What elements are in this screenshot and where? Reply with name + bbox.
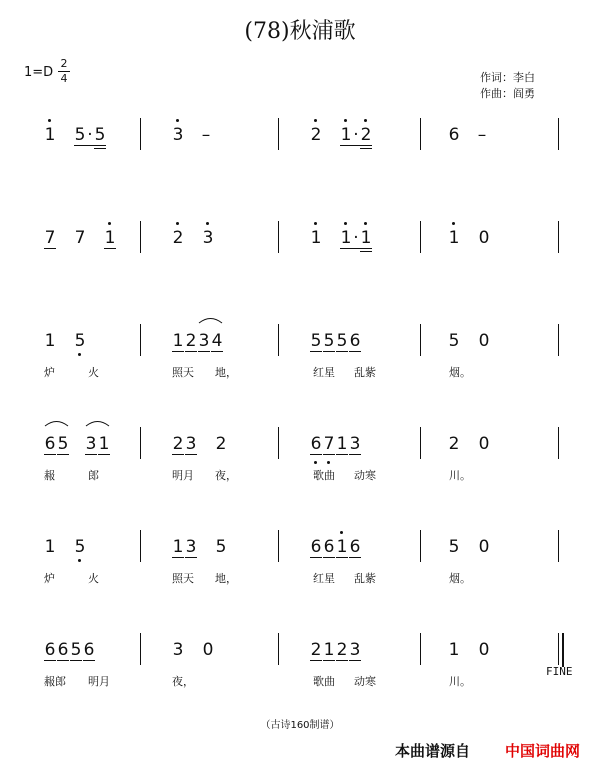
- underline: [70, 660, 82, 661]
- underline: [349, 454, 361, 455]
- underline: [336, 557, 348, 558]
- note: [172, 633, 184, 665]
- note: [336, 427, 348, 459]
- note: [185, 324, 197, 356]
- underline: [336, 660, 348, 661]
- note-digit: 3: [349, 640, 361, 660]
- barline: [558, 427, 559, 459]
- lyric: 乱紫: [354, 572, 376, 585]
- octave-up-dot: [314, 222, 317, 225]
- note: [57, 427, 69, 459]
- tie-path: [199, 319, 222, 324]
- note: [44, 221, 56, 253]
- measure: [310, 530, 393, 562]
- measure: [310, 118, 404, 150]
- note: [448, 530, 460, 562]
- note-digit: 2: [215, 434, 227, 454]
- dash-extension: [200, 118, 212, 150]
- note: [185, 427, 197, 459]
- note: [44, 530, 56, 562]
- note-digit: 2: [310, 640, 322, 660]
- time-signature: [58, 57, 70, 86]
- lyric: 地，: [215, 366, 237, 379]
- note-digit: ·: [353, 228, 359, 248]
- measure: [44, 221, 148, 253]
- note: [448, 118, 460, 150]
- note-digit: 7: [323, 434, 335, 454]
- note-digit: 6: [323, 537, 335, 557]
- note-digit: 6: [57, 640, 69, 660]
- composer: 作曲：阎勇: [480, 87, 535, 100]
- barline: [278, 324, 279, 356]
- note-digit: 2: [172, 228, 184, 248]
- note: [172, 324, 184, 356]
- note-digit: 5: [448, 331, 460, 351]
- lyric: 动寒: [354, 469, 376, 482]
- underline: [185, 557, 197, 558]
- underline: [349, 557, 361, 558]
- lyric: 炉: [44, 572, 55, 585]
- note: [310, 118, 322, 150]
- tie-arc: [198, 316, 223, 324]
- note-digit: 3: [172, 125, 184, 145]
- note: [104, 221, 116, 253]
- note: [448, 427, 460, 459]
- note-digit: 7: [74, 228, 86, 248]
- note-digit: ·: [353, 125, 359, 145]
- underline: [198, 351, 210, 352]
- lyric: 歌曲: [313, 675, 335, 688]
- note: [215, 530, 227, 562]
- measure: [44, 118, 138, 150]
- measure: [448, 118, 518, 150]
- note-digit: 5: [215, 537, 227, 557]
- barline: [140, 118, 141, 150]
- measure: [448, 324, 522, 356]
- note-digit: 6: [349, 331, 361, 351]
- barline: [278, 530, 279, 562]
- note-digit: 6: [83, 640, 95, 660]
- underline: [310, 660, 322, 661]
- measure: [172, 633, 246, 665]
- credits: [480, 70, 535, 102]
- lyric: 夜，: [172, 675, 194, 688]
- barline: [420, 118, 421, 150]
- note-digit: 0: [478, 640, 490, 660]
- underline: [44, 660, 56, 661]
- measure: [172, 324, 255, 356]
- octave-up-dot: [344, 222, 347, 225]
- note: [74, 221, 86, 253]
- note: [349, 633, 361, 665]
- note-digit: 0: [478, 434, 490, 454]
- note-digit: 1: [44, 125, 56, 145]
- lyric: 火: [88, 572, 99, 585]
- octave-down-dot: [78, 353, 81, 356]
- note: [349, 427, 361, 459]
- note: [478, 221, 490, 253]
- underline-double: [360, 251, 372, 252]
- barline: [420, 633, 421, 665]
- page-title: (78)秋浦歌: [244, 19, 356, 44]
- note-digit: 3: [349, 434, 361, 454]
- underline: [336, 351, 348, 352]
- octave-up-dot: [344, 119, 347, 122]
- tie-path: [86, 422, 109, 427]
- note-digit: 5: [74, 125, 86, 145]
- note: [448, 324, 460, 356]
- note-digit: 1: [44, 331, 56, 351]
- note: [448, 221, 460, 253]
- octave-up-dot: [108, 222, 111, 225]
- underline: [349, 351, 361, 352]
- note: [94, 118, 106, 150]
- measure: [44, 324, 118, 356]
- note: [478, 324, 490, 356]
- lyric: 炉: [44, 366, 55, 379]
- barline: [278, 427, 279, 459]
- underline: [360, 248, 372, 249]
- note: [448, 633, 460, 665]
- note: [172, 530, 184, 562]
- note-digit: 5: [94, 125, 106, 145]
- measure: [310, 324, 393, 356]
- note: [44, 118, 56, 150]
- note: [172, 221, 184, 253]
- measure: [448, 633, 522, 665]
- underline: [185, 351, 197, 352]
- lyric: 川。: [449, 469, 471, 482]
- note: [360, 118, 372, 150]
- underline: [323, 557, 335, 558]
- octave-up-dot: [452, 222, 455, 225]
- note: [70, 633, 82, 665]
- octave-down-dot: [327, 461, 330, 464]
- note: [202, 221, 214, 253]
- note-digit: –: [477, 125, 487, 145]
- lyric: 赧: [44, 469, 55, 482]
- note: [323, 530, 335, 562]
- note-digit: 5: [57, 434, 69, 454]
- note-digit: 3: [172, 640, 184, 660]
- underline: [323, 351, 335, 352]
- note: [310, 221, 322, 253]
- note-digit: 1: [448, 640, 460, 660]
- barline: [278, 221, 279, 253]
- underline: [104, 248, 116, 249]
- note-digit: 5: [448, 537, 460, 557]
- underline: [323, 660, 335, 661]
- measure: [44, 530, 118, 562]
- lyric: 赧郎: [44, 675, 66, 688]
- tie-path: [45, 422, 68, 427]
- underline: [83, 660, 95, 661]
- final-barline-thick: [562, 633, 564, 667]
- note-digit: 1: [340, 228, 352, 248]
- key-signature: 1=D: [24, 65, 54, 80]
- underline: [44, 454, 56, 455]
- lyric: 明月: [88, 675, 110, 688]
- measure: [172, 221, 246, 253]
- lyric: 明月: [172, 469, 194, 482]
- underline: [94, 145, 106, 146]
- note: [98, 427, 110, 459]
- note: [323, 324, 335, 356]
- footnote: （古诗160制谱）: [260, 720, 340, 731]
- note-digit: 6: [44, 434, 56, 454]
- note: [185, 530, 197, 562]
- note: [74, 324, 86, 356]
- note: [336, 633, 348, 665]
- note-digit: 1: [360, 228, 372, 248]
- note-digit: 6: [349, 537, 361, 557]
- note-digit: 1: [98, 434, 110, 454]
- note-digit: –: [201, 125, 211, 145]
- dash-extension: [476, 118, 488, 150]
- note-digit: 2: [185, 331, 197, 351]
- lyric: 照天: [172, 572, 194, 585]
- note-digit: 3: [198, 331, 210, 351]
- note-digit: 2: [310, 125, 322, 145]
- note: [349, 324, 361, 356]
- note-digit: 6: [448, 125, 460, 145]
- note-digit: 1: [104, 228, 116, 248]
- underline: [349, 660, 361, 661]
- note: [360, 221, 372, 253]
- octave-up-dot: [206, 222, 209, 225]
- lyric: 红星: [313, 366, 335, 379]
- note-digit: 1: [310, 228, 322, 248]
- lyric: 地，: [215, 572, 237, 585]
- fine-mark: FINE: [546, 665, 573, 678]
- barline: [278, 118, 279, 150]
- underline: [360, 145, 372, 146]
- lyric: 烟。: [449, 366, 471, 379]
- measure: [310, 633, 393, 665]
- underline: [44, 248, 56, 249]
- note-digit: 2: [172, 434, 184, 454]
- octave-down-dot: [78, 559, 81, 562]
- note: [172, 118, 184, 150]
- note-digit: 5: [310, 331, 322, 351]
- note: [478, 633, 490, 665]
- measure: [172, 427, 259, 459]
- note: [310, 324, 322, 356]
- note: [57, 633, 69, 665]
- lyric: 照天: [172, 366, 194, 379]
- note-digit: 2: [448, 434, 460, 454]
- note-digit: 0: [478, 331, 490, 351]
- underline: [336, 454, 348, 455]
- note-digit: 3: [202, 228, 214, 248]
- measure: [172, 530, 259, 562]
- note: [310, 427, 322, 459]
- lyric: 歌曲: [313, 469, 335, 482]
- measure: [44, 633, 127, 665]
- octave-up-dot: [364, 119, 367, 122]
- note: [44, 633, 56, 665]
- underline: [323, 454, 335, 455]
- barline: [420, 324, 421, 356]
- note: [44, 324, 56, 356]
- note-digit: 6: [310, 434, 322, 454]
- note-digit: 4: [211, 331, 223, 351]
- barline: [140, 324, 141, 356]
- note-digit: 2: [336, 640, 348, 660]
- barline: [558, 324, 559, 356]
- barline: [140, 427, 141, 459]
- note-digit: 1: [172, 331, 184, 351]
- note-digit: 0: [478, 537, 490, 557]
- note-digit: 3: [85, 434, 97, 454]
- underline: [310, 557, 322, 558]
- underline-double: [94, 148, 106, 149]
- underline: [57, 454, 69, 455]
- note: [336, 324, 348, 356]
- note-digit: 5: [323, 331, 335, 351]
- underline: [310, 351, 322, 352]
- underline-double: [360, 148, 372, 149]
- measure: [172, 118, 242, 150]
- underline: [85, 454, 97, 455]
- lyric: 火: [88, 366, 99, 379]
- barline: [278, 633, 279, 665]
- lyric: 郎: [88, 469, 99, 482]
- note: [336, 530, 348, 562]
- note: [198, 324, 210, 356]
- note-digit: 1: [340, 125, 352, 145]
- measure: [310, 427, 393, 459]
- note: [323, 427, 335, 459]
- note: [215, 427, 227, 459]
- note-digit: 3: [185, 537, 197, 557]
- lyric: 烟。: [449, 572, 471, 585]
- underline: [172, 454, 184, 455]
- note-digit: 5: [336, 331, 348, 351]
- note-digit: 3: [185, 434, 197, 454]
- note-digit: 1: [323, 640, 335, 660]
- tie-arc: [85, 419, 110, 427]
- note-digit: 7: [44, 228, 56, 248]
- note: [202, 633, 214, 665]
- octave-up-dot: [364, 222, 367, 225]
- octave-up-dot: [48, 119, 51, 122]
- lyric: 动寒: [354, 675, 376, 688]
- barline: [420, 530, 421, 562]
- measure: [44, 427, 142, 459]
- lyric: 川。: [449, 675, 471, 688]
- lyric: 红星: [313, 572, 335, 585]
- note-digit: 1: [448, 228, 460, 248]
- note-digit: 0: [478, 228, 490, 248]
- lyric: 夜，: [215, 469, 237, 482]
- note-digit: 0: [202, 640, 214, 660]
- note-digit: 1: [336, 434, 348, 454]
- octave-up-dot: [314, 119, 317, 122]
- underline: [310, 454, 322, 455]
- octave-up-dot: [340, 531, 343, 534]
- lyric: 乱紫: [354, 366, 376, 379]
- note-digit: 5: [74, 331, 86, 351]
- final-barline-thin: [558, 633, 559, 665]
- note-digit: ·: [87, 125, 93, 145]
- barline: [420, 427, 421, 459]
- barline: [140, 633, 141, 665]
- barline: [558, 530, 559, 562]
- underline: [172, 557, 184, 558]
- octave-up-dot: [176, 222, 179, 225]
- note: [323, 633, 335, 665]
- barline: [140, 221, 141, 253]
- measure: [448, 530, 522, 562]
- note-digit: 2: [360, 125, 372, 145]
- tie-arc: [44, 419, 69, 427]
- octave-down-dot: [314, 461, 317, 464]
- note: [83, 633, 95, 665]
- source-label: 本曲谱源自: [395, 742, 471, 760]
- note: [44, 427, 56, 459]
- note: [310, 633, 322, 665]
- measure: [310, 221, 404, 253]
- measure: [448, 427, 522, 459]
- note-digit: 5: [74, 537, 86, 557]
- note: [211, 324, 223, 356]
- note: [478, 427, 490, 459]
- underline: [185, 454, 197, 455]
- note-digit: 1: [44, 537, 56, 557]
- barline: [558, 118, 559, 150]
- measure: [448, 221, 522, 253]
- note-digit: 6: [44, 640, 56, 660]
- barline: [140, 530, 141, 562]
- time-denominator: 4: [58, 71, 70, 86]
- source-site-link[interactable]: 中国词曲网: [505, 742, 581, 760]
- octave-up-dot: [176, 119, 179, 122]
- note: [310, 530, 322, 562]
- barline: [558, 221, 559, 253]
- note-digit: 6: [310, 537, 322, 557]
- underline: [57, 660, 69, 661]
- note: [349, 530, 361, 562]
- barline: [420, 221, 421, 253]
- note: [172, 427, 184, 459]
- note-digit: 1: [172, 537, 184, 557]
- lyricist: 作词：李白: [480, 71, 535, 84]
- underline: [211, 351, 223, 352]
- time-numerator: 2: [60, 57, 68, 70]
- underline: [172, 351, 184, 352]
- note: [478, 530, 490, 562]
- underline: [98, 454, 110, 455]
- note: [74, 530, 86, 562]
- note: [85, 427, 97, 459]
- note-digit: 1: [336, 537, 348, 557]
- note-digit: 5: [70, 640, 82, 660]
